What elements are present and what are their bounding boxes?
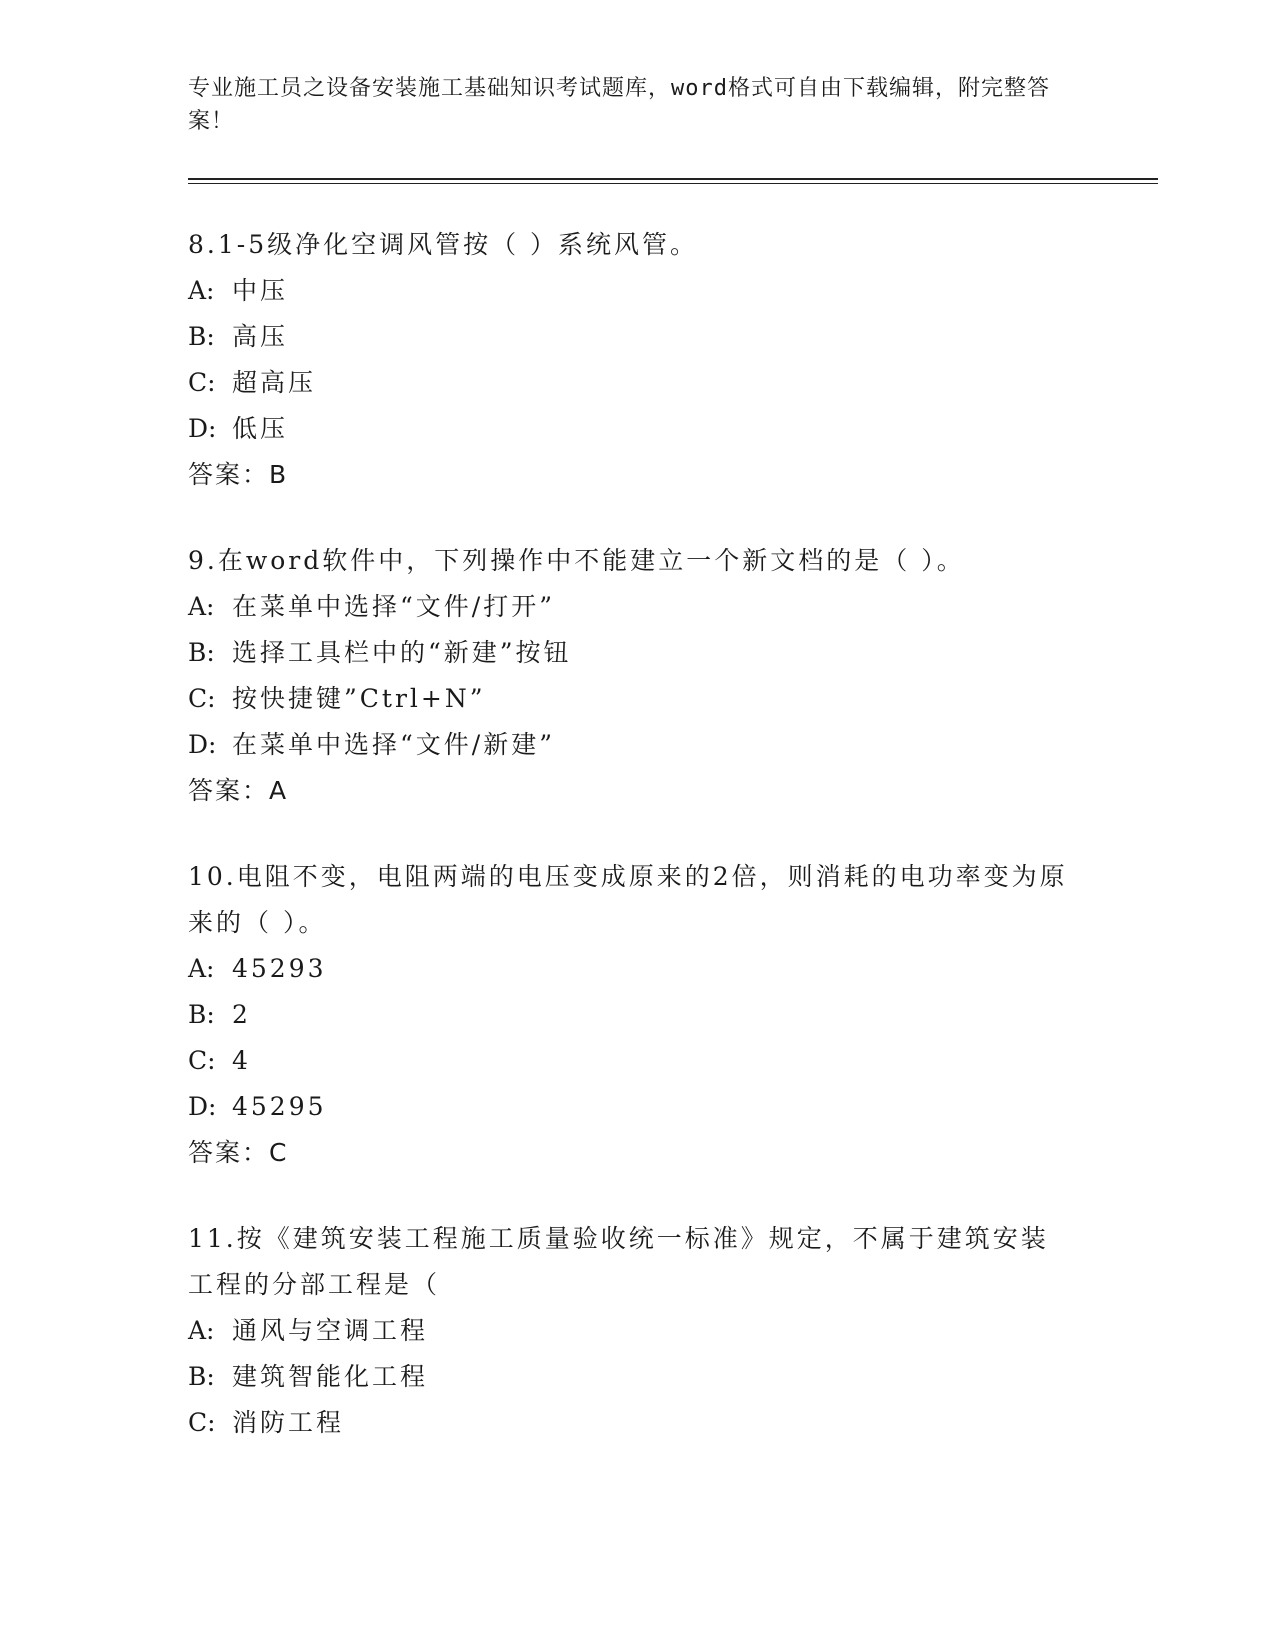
option-d: [188, 1084, 1068, 1130]
option-letter: C:: [188, 1046, 216, 1075]
question-text: 8.1-5级净化空调风管按（ ）系统风管。: [188, 230, 699, 259]
option-text: 消防工程: [232, 1408, 345, 1437]
option-letter: A:: [188, 592, 215, 621]
option-letter: B:: [188, 322, 215, 351]
option-b: [188, 314, 1088, 360]
option-letter: D:: [188, 414, 217, 443]
option-letter: C:: [188, 1408, 216, 1437]
question-text: 10.电阻不变，电阻两端的电压变成原来的2倍，则消耗的电功率变为原来的（ ）。: [188, 862, 1068, 937]
option-text: 超高压: [232, 368, 317, 397]
option-text: 选择工具栏中的“新建”按钮: [232, 638, 572, 667]
option-c: [188, 1400, 1068, 1446]
option-letter: B:: [188, 1000, 215, 1029]
option-text: 在菜单中选择“文件/新建”: [232, 730, 555, 759]
option-text: 建筑智能化工程: [232, 1362, 429, 1391]
option-text: 通风与空调工程: [232, 1316, 429, 1345]
option-letter: D:: [188, 730, 217, 759]
answer-text: 答案：A: [188, 776, 289, 805]
option-a: [188, 1308, 1068, 1354]
option-c: [188, 676, 1088, 722]
option-text: 中压: [232, 276, 289, 305]
option-letter: A:: [188, 1316, 215, 1345]
option-text: 45295: [232, 1092, 327, 1121]
option-text: 2: [232, 1000, 251, 1029]
option-d: [188, 406, 1088, 452]
option-a: [188, 584, 1088, 630]
question-text: 11.按《建筑安装工程施工质量验收统一标准》规定，不属于建筑安装工程的分部工程是（: [188, 1224, 1049, 1299]
question-10: [188, 854, 1068, 1176]
option-letter: D:: [188, 1092, 217, 1121]
option-text: 按快捷键”Ctrl+N”: [232, 684, 486, 713]
option-d: [188, 722, 1088, 768]
option-b: [188, 1354, 1068, 1400]
option-text: 45293: [232, 954, 327, 983]
document-header: 专业施工员之设备安装施工基础知识考试题库，word格式可自由下载编辑，附完整答案！: [188, 76, 1050, 134]
answer-text: 答案：C: [188, 1138, 289, 1167]
option-a: [188, 268, 1088, 314]
option-c: [188, 360, 1088, 406]
question-text: 9.在word软件中，下列操作中不能建立一个新文档的是（ ）。: [188, 546, 965, 575]
option-letter: A:: [188, 276, 215, 305]
option-letter: B:: [188, 638, 215, 667]
option-b: [188, 992, 1068, 1038]
option-text: 在菜单中选择“文件/打开”: [232, 592, 555, 621]
answer-text: 答案：B: [188, 460, 289, 489]
option-text: 低压: [232, 414, 289, 443]
question-9: [188, 538, 1088, 814]
option-letter: A:: [188, 954, 215, 983]
option-a: [188, 946, 1068, 992]
option-letter: C:: [188, 684, 216, 713]
header-divider-thin: [188, 183, 1158, 184]
option-text: 高压: [232, 322, 289, 351]
header-divider-thick: [188, 178, 1158, 180]
option-b: [188, 630, 1088, 676]
question-11: [188, 1216, 1068, 1446]
option-letter: B:: [188, 1362, 215, 1391]
option-letter: C:: [188, 368, 216, 397]
option-text: 4: [232, 1046, 251, 1075]
question-8: [188, 222, 1088, 498]
option-c: [188, 1038, 1068, 1084]
